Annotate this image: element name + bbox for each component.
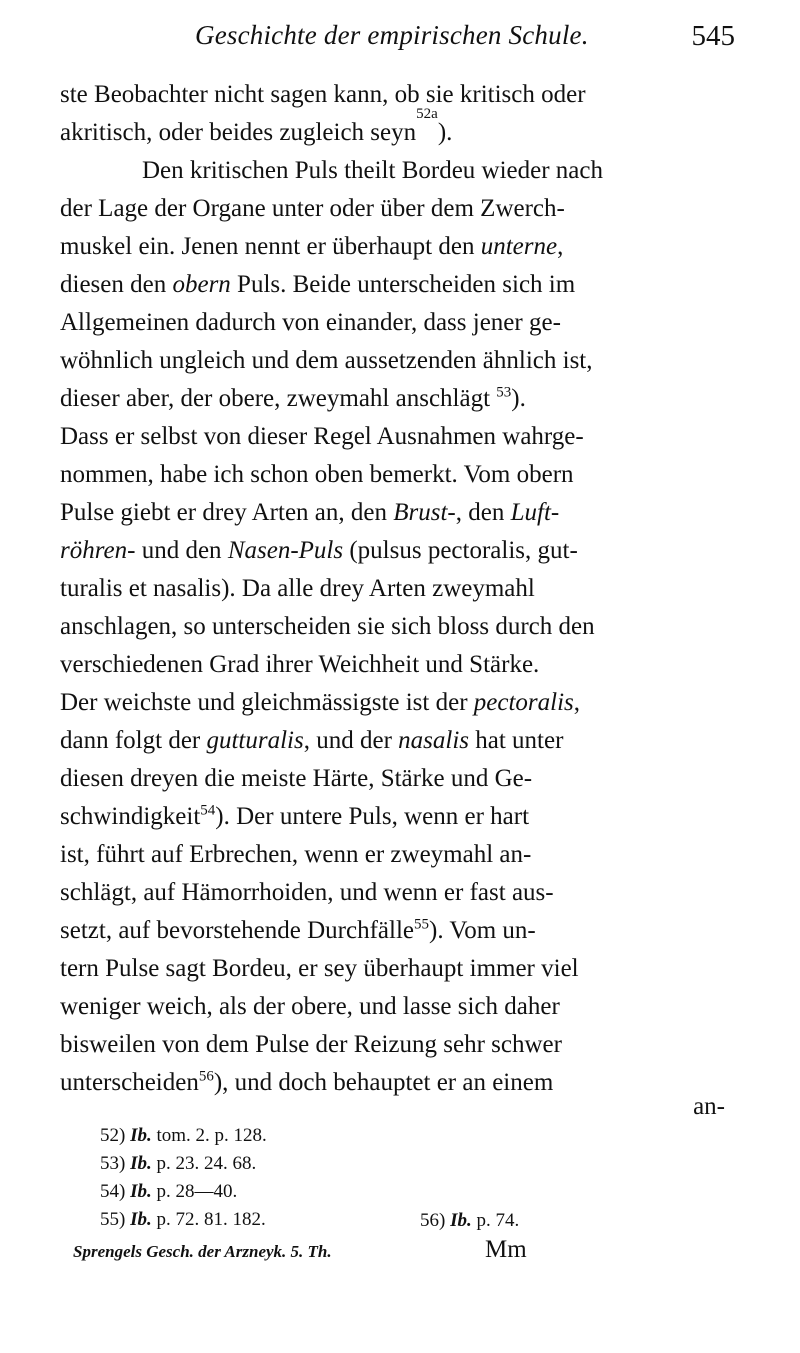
footnote-53: 53) Ib. p. 23. 24. 68. [100, 1153, 257, 1174]
text-line-24: tern Pulse sagt Bordeu, er sey überhaupt immer viel [60, 955, 579, 982]
text-line-10: Dass er selbst von dieser Regel Ausnahmen wahrge- [60, 423, 584, 450]
text-line-19: diesen dreyen die meiste Härte, Stärke und Ge- [60, 765, 533, 792]
text-line-5: muskel ein. Jenen nennt er überhaupt den unterne, [60, 233, 564, 260]
text-line-21: ist, führt auf Erbrechen, wenn er zweymahl an- [60, 841, 532, 868]
text-line-7: Allgemeinen dadurch von einander, dass jener ge- [60, 309, 561, 336]
text-line-8: wöhnlich ungleich und dem aussetzenden ähnlich ist, [60, 347, 593, 374]
text-line-17: Der weichste und gleichmässigste ist der pectoralis, [60, 689, 581, 716]
footnote-ref-52: 52a [416, 106, 438, 122]
footnote-ref-53: 53 [496, 384, 512, 401]
footnote-54: 54) Ib. p. 28—40. [100, 1181, 238, 1202]
text-line-23: setzt, auf bevorstehende Durchfälle$^{55}$). Vom un- [60, 916, 536, 944]
footnote-55: 55) Ib. p. 72. 81. 182. [100, 1209, 266, 1230]
text-line-14: turalis et nasalis). Da alle drey Arten zweymahl [60, 575, 535, 602]
text-line-4: der Lage der Organe unter oder über dem Zwerch- [60, 195, 565, 222]
text-line-1: ste Beobachter nicht sagen kann, ob sie kritisch oder [60, 81, 586, 108]
text-line-18: dann folgt der gutturalis, und der nasalis hat unter [60, 727, 564, 754]
signature-mark: Mm [485, 1236, 527, 1263]
printer-signature: Sprengels Gesch. der Arzneyk. 5. Th. [73, 1242, 332, 1261]
footnote-56: 56) Ib. p. 74. [420, 1210, 520, 1231]
footnote-ref-56: 56 [198, 1068, 214, 1085]
page-number: 545 [691, 20, 735, 52]
text-line-3: Den kritischen Puls theilt Bordeu wieder nach [142, 157, 603, 184]
text-line-2: akritisch, oder beides zugleich seyn 52a ). [60, 114, 725, 152]
text-line-12: Pulse giebt er drey Arten an, den Brust-, den Luft- [60, 499, 560, 526]
footnote-ref-54: 54 [200, 802, 216, 819]
text-line-15: anschlagen, so unterscheiden sie sich bloss durch den [60, 613, 595, 640]
text-line-25: weniger weich, als der obere, und lasse sich daher [60, 993, 560, 1020]
text-line-6: diesen den obern Puls. Beide unterscheiden sich im [60, 271, 576, 298]
text-line-26: bisweilen von dem Pulse der Reizung sehr schwer [60, 1031, 562, 1058]
footnote-ref-55: 55 [414, 916, 430, 933]
running-title: Geschichte der empirischen Schule. [195, 20, 589, 50]
page-header [195, 20, 735, 60]
text-line-16: verschiedenen Grad ihrer Weichheit und Stärke. [60, 651, 540, 678]
text-line-9: dieser aber, der obere, zweymahl anschlägt $^{53}$). [60, 384, 526, 412]
text-line-27: unterscheiden$^{56}$), und doch behauptet er an einem [60, 1068, 554, 1096]
footnote-52: 52) Ib. tom. 2. p. 128. [100, 1125, 267, 1146]
text-line-13: röhren- und den Nasen-Puls (pulsus pectoralis, gut- [60, 537, 578, 564]
text-line-22: schlägt, auf Hämorrhoiden, und wenn er fast aus- [60, 879, 554, 906]
text-line-11: nommen, habe ich schon oben bemerkt. Vom obern [60, 461, 574, 488]
text-line-20: schwindigkeit$^{54}$). Der untere Puls, wenn er hart [60, 802, 530, 830]
catchword: an- [693, 1093, 725, 1120]
